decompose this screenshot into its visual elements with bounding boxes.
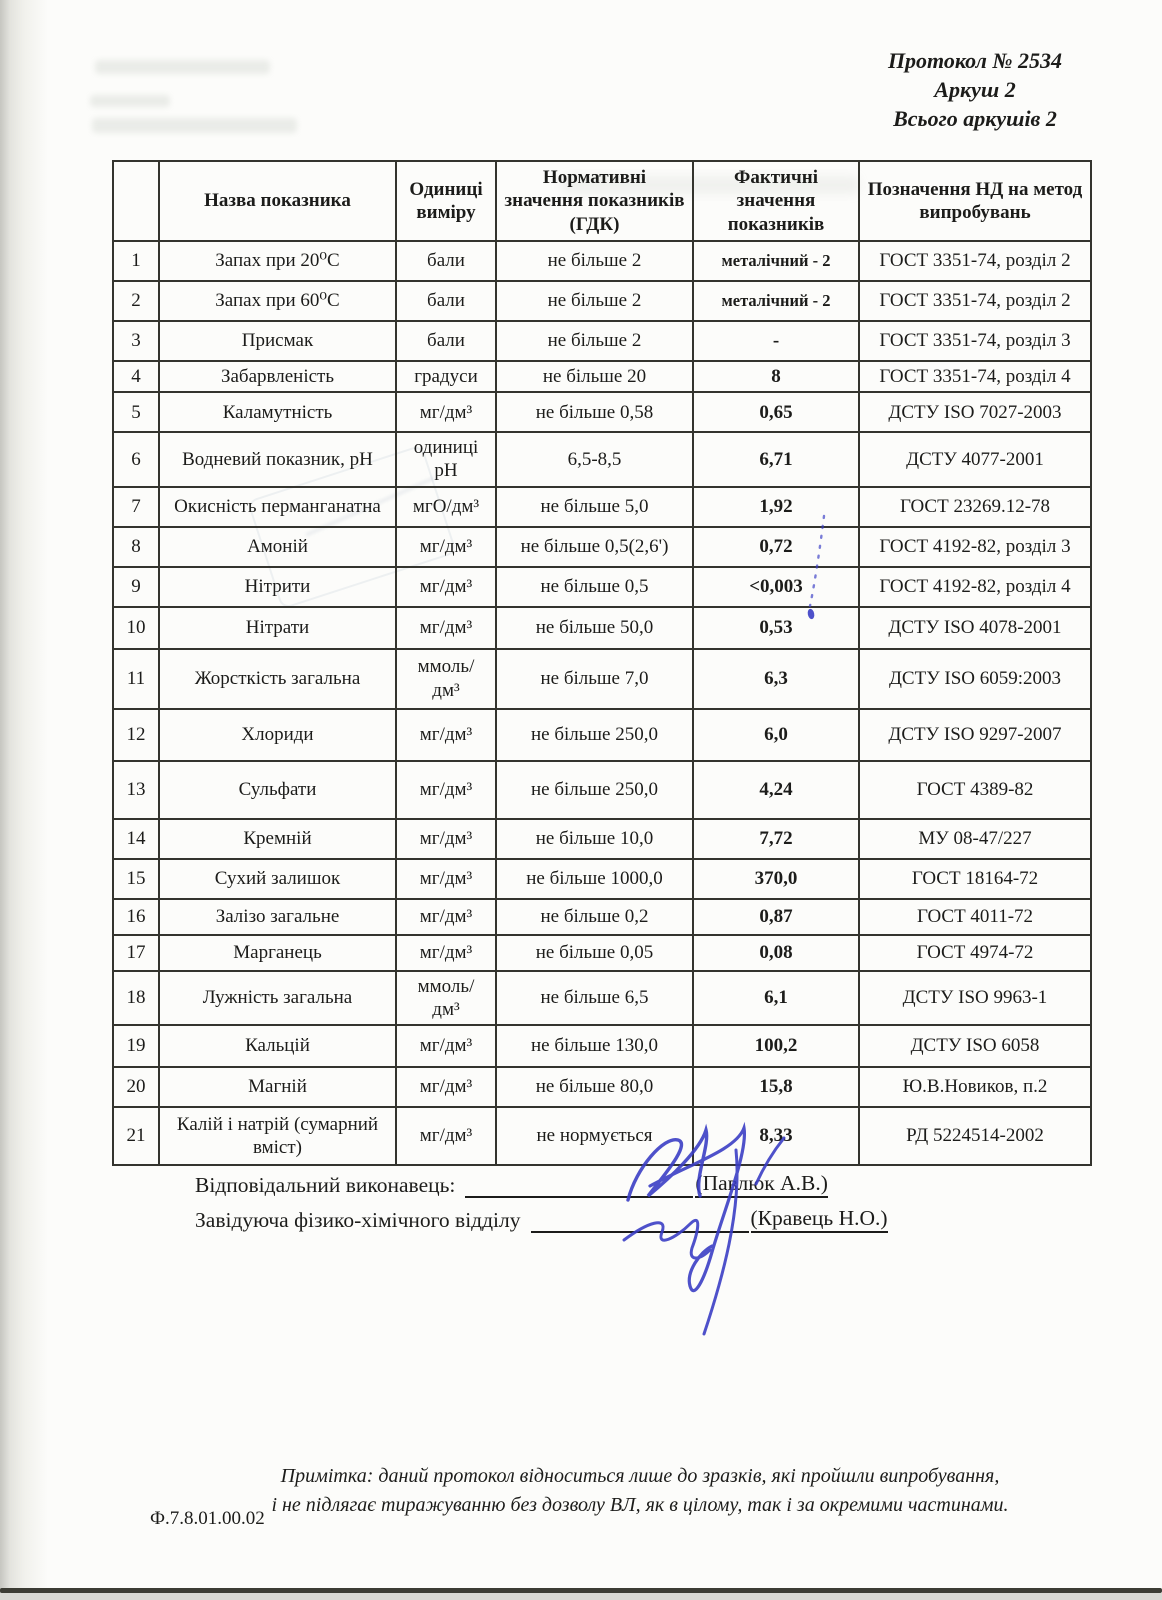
- table-row: [113, 1067, 1091, 1107]
- table-row: [113, 971, 1091, 1025]
- table-row: [113, 432, 1091, 486]
- unit-cell: мг/дм³: [396, 567, 496, 607]
- parameter-name-cell: Амоній: [159, 527, 396, 567]
- parameter-name-cell: Кремній: [159, 819, 396, 859]
- unit-cell: мг/дм³: [396, 935, 496, 971]
- row-number-cell: 21: [113, 1107, 159, 1165]
- parameter-name-cell: Сульфати: [159, 761, 396, 819]
- row-number-cell: 6: [113, 432, 159, 486]
- actual-value-cell: -: [693, 321, 859, 361]
- header-units: Одиниці виміру: [396, 161, 496, 241]
- header-parameter-name: Назва показника: [159, 161, 396, 241]
- unit-cell: мг/дм³: [396, 392, 496, 432]
- parameter-name-cell: Магній: [159, 1067, 396, 1107]
- row-number-cell: 5: [113, 392, 159, 432]
- scan-artifact: [90, 95, 170, 107]
- actual-value-cell: металічний - 2: [693, 281, 859, 321]
- sheet-number: Аркуш 2: [934, 77, 1016, 102]
- unit-cell: мг/дм³: [396, 859, 496, 899]
- signature-line: [531, 1205, 749, 1233]
- table-row: [113, 899, 1091, 935]
- method-standard-cell: ГОСТ 3351-74, розділ 3: [859, 321, 1091, 361]
- method-standard-cell: ДСТУ ISO 9963-1: [859, 971, 1091, 1025]
- unit-cell: мг/дм³: [396, 607, 496, 649]
- method-standard-cell: ДСТУ ISO 6058: [859, 1025, 1091, 1067]
- normative-value-cell: не більше 0,2: [496, 899, 693, 935]
- unit-cell: мг/дм³: [396, 709, 496, 761]
- actual-value-cell: металічний - 2: [693, 241, 859, 281]
- normative-value-cell: не більше 80,0: [496, 1067, 693, 1107]
- row-number-cell: 9: [113, 567, 159, 607]
- row-number-cell: 11: [113, 649, 159, 709]
- table-header: [113, 161, 1091, 241]
- row-number-cell: 18: [113, 971, 159, 1025]
- normative-value-cell: не більше 250,0: [496, 709, 693, 761]
- unit-cell: мг/дм³: [396, 819, 496, 859]
- parameter-name-cell: Нітрити: [159, 567, 396, 607]
- normative-value-cell: не більше 1000,0: [496, 859, 693, 899]
- actual-value-cell: 0,65: [693, 392, 859, 432]
- unit-cell: мг/дм³: [396, 527, 496, 567]
- total-sheets: Всього аркушів 2: [893, 106, 1057, 131]
- department-head-row: [195, 1205, 935, 1233]
- row-number-cell: 17: [113, 935, 159, 971]
- actual-value-cell: 6,0: [693, 709, 859, 761]
- method-standard-cell: ГОСТ 4192-82, розділ 3: [859, 527, 1091, 567]
- department-head-label: Завідуюча фізико-хімічного відділу: [195, 1208, 521, 1232]
- actual-value-cell: 15,8: [693, 1067, 859, 1107]
- scan-artifact: [95, 60, 270, 74]
- normative-value-cell: не більше 2: [496, 241, 693, 281]
- actual-value-cell: 0,08: [693, 935, 859, 971]
- unit-cell: мг/дм³: [396, 1107, 496, 1165]
- method-standard-cell: ГОСТ 4011-72: [859, 899, 1091, 935]
- actual-value-cell: 100,2: [693, 1025, 859, 1067]
- actual-value-cell: 7,72: [693, 819, 859, 859]
- parameter-name-cell: Залізо загальне: [159, 899, 396, 935]
- parameter-name-cell: Забарвленість: [159, 361, 396, 392]
- row-number-cell: 13: [113, 761, 159, 819]
- table-row: [113, 321, 1091, 361]
- normative-value-cell: не більше 50,0: [496, 607, 693, 649]
- row-number-cell: 10: [113, 607, 159, 649]
- method-standard-cell: ДСТУ ISO 9297-2007: [859, 709, 1091, 761]
- normative-value-cell: 6,5-8,5: [496, 432, 693, 486]
- unit-cell: градуси: [396, 361, 496, 392]
- normative-value-cell: не більше 2: [496, 281, 693, 321]
- row-number-cell: 16: [113, 899, 159, 935]
- signature-line: [465, 1170, 693, 1198]
- method-standard-cell: ГОСТ 3351-74, розділ 2: [859, 281, 1091, 321]
- unit-cell: мгО/дм³: [396, 487, 496, 527]
- parameter-name-cell: Жорсткість загальна: [159, 649, 396, 709]
- table-row: [113, 819, 1091, 859]
- table-row: [113, 859, 1091, 899]
- parameter-name-cell: Нітрати: [159, 607, 396, 649]
- document-header: [845, 46, 1105, 133]
- unit-cell: мг/дм³: [396, 761, 496, 819]
- table-row: [113, 935, 1091, 971]
- header-normative-values: Нормативні значення показників (ГДК): [496, 161, 693, 241]
- actual-value-cell: 6,1: [693, 971, 859, 1025]
- parameter-name-cell: Хлориди: [159, 709, 396, 761]
- normative-value-cell: не нормується: [496, 1107, 693, 1165]
- unit-cell: ммоль/ дм³: [396, 971, 496, 1025]
- unit-cell: ммоль/ дм³: [396, 649, 496, 709]
- table-row: [113, 281, 1091, 321]
- method-standard-cell: ГОСТ 23269.12-78: [859, 487, 1091, 527]
- header-method-standard: Позначення НД на метод випробувань: [859, 161, 1091, 241]
- header-row-number: [113, 161, 159, 241]
- method-standard-cell: ГОСТ 3351-74, розділ 4: [859, 361, 1091, 392]
- parameter-name-cell: Марганець: [159, 935, 396, 971]
- table-row: [113, 761, 1091, 819]
- parameter-name-cell: Присмак: [159, 321, 396, 361]
- table-row: [113, 607, 1091, 649]
- footer-note: [180, 1462, 1100, 1520]
- results-table-body: [113, 241, 1091, 1165]
- normative-value-cell: не більше 5,0: [496, 487, 693, 527]
- normative-value-cell: не більше 130,0: [496, 1025, 693, 1067]
- method-standard-cell: ГОСТ 3351-74, розділ 2: [859, 241, 1091, 281]
- header-actual-values: Фактичні значення показників: [693, 161, 859, 241]
- parameter-name-cell: Кальцій: [159, 1025, 396, 1067]
- parameter-name-cell: Водневий показник, рН: [159, 432, 396, 486]
- actual-value-cell: 370,0: [693, 859, 859, 899]
- actual-value-cell: 6,71: [693, 432, 859, 486]
- normative-value-cell: не більше 0,58: [496, 392, 693, 432]
- responsible-executor-label: Відповідальний виконавець:: [195, 1173, 456, 1197]
- note-line-1: Примітка: даний протокол відноситься лише до зразків, які пройшли випробування,: [280, 1465, 1000, 1487]
- normative-value-cell: не більше 10,0: [496, 819, 693, 859]
- form-code: Ф.7.8.01.00.02: [150, 1508, 265, 1529]
- actual-value-cell: 0,87: [693, 899, 859, 935]
- normative-value-cell: не більше 0,5(2,6'): [496, 527, 693, 567]
- method-standard-cell: ГОСТ 4192-82, розділ 4: [859, 567, 1091, 607]
- normative-value-cell: не більше 7,0: [496, 649, 693, 709]
- unit-cell: бали: [396, 321, 496, 361]
- parameter-name-cell: Лужність загальна: [159, 971, 396, 1025]
- normative-value-cell: не більше 2: [496, 321, 693, 361]
- scan-edge-shadow: [0, 0, 48, 1600]
- method-standard-cell: ДСТУ ISO 4078-2001: [859, 607, 1091, 649]
- executor-name: (Павлюк А.В.): [695, 1171, 828, 1198]
- row-number-cell: 15: [113, 859, 159, 899]
- parameter-name-cell: Каламутність: [159, 392, 396, 432]
- actual-value-cell: 8: [693, 361, 859, 392]
- protocol-number: Протокол № 2534: [887, 48, 1063, 73]
- scan-bottom-strip: [0, 1593, 1162, 1600]
- unit-cell: мг/дм³: [396, 899, 496, 935]
- row-number-cell: 20: [113, 1067, 159, 1107]
- method-standard-cell: ДСТУ 4077-2001: [859, 432, 1091, 486]
- actual-value-cell: 1,92: [693, 487, 859, 527]
- method-standard-cell: РД 5224514-2002: [859, 1107, 1091, 1165]
- table-row: [113, 527, 1091, 567]
- method-standard-cell: ДСТУ ISO 7027-2003: [859, 392, 1091, 432]
- table-row: [113, 1107, 1091, 1165]
- table-row: [113, 392, 1091, 432]
- unit-cell: бали: [396, 241, 496, 281]
- method-standard-cell: Ю.В.Новиков, п.2: [859, 1067, 1091, 1107]
- table-row: [113, 241, 1091, 281]
- actual-value-cell: 6,3: [693, 649, 859, 709]
- actual-value-cell: 0,72: [693, 527, 859, 567]
- method-standard-cell: ГОСТ 4389-82: [859, 761, 1091, 819]
- row-number-cell: 3: [113, 321, 159, 361]
- method-standard-cell: ГОСТ 18164-72: [859, 859, 1091, 899]
- table-row: [113, 487, 1091, 527]
- row-number-cell: 7: [113, 487, 159, 527]
- method-standard-cell: ДСТУ ISO 6059:2003: [859, 649, 1091, 709]
- normative-value-cell: не більше 0,5: [496, 567, 693, 607]
- normative-value-cell: не більше 20: [496, 361, 693, 392]
- parameter-name-cell: Окисність перманганатна: [159, 487, 396, 527]
- table-row: [113, 361, 1091, 392]
- parameter-name-cell: Запах при 20⁰С: [159, 241, 396, 281]
- signature-block: [195, 1170, 935, 1240]
- table-row: [113, 1025, 1091, 1067]
- row-number-cell: 12: [113, 709, 159, 761]
- unit-cell: бали: [396, 281, 496, 321]
- scan-artifact: [92, 118, 297, 133]
- table-row: [113, 567, 1091, 607]
- unit-cell: одиниці рН: [396, 432, 496, 486]
- responsible-executor-row: [195, 1170, 935, 1198]
- unit-cell: мг/дм³: [396, 1067, 496, 1107]
- actual-value-cell: 0,53: [693, 607, 859, 649]
- row-number-cell: 14: [113, 819, 159, 859]
- normative-value-cell: не більше 250,0: [496, 761, 693, 819]
- row-number-cell: 1: [113, 241, 159, 281]
- parameter-name-cell: Сухий залишок: [159, 859, 396, 899]
- row-number-cell: 4: [113, 361, 159, 392]
- row-number-cell: 2: [113, 281, 159, 321]
- actual-value-cell: 4,24: [693, 761, 859, 819]
- table-header-row: [113, 161, 1091, 241]
- actual-value-cell: 8,33: [693, 1107, 859, 1165]
- head-name: (Кравець Н.О.): [751, 1206, 888, 1233]
- normative-value-cell: не більше 0,05: [496, 935, 693, 971]
- actual-value-cell: <0,003: [693, 567, 859, 607]
- normative-value-cell: не більше 6,5: [496, 971, 693, 1025]
- parameter-name-cell: Запах при 60⁰С: [159, 281, 396, 321]
- row-number-cell: 19: [113, 1025, 159, 1067]
- parameter-name-cell: Калій і натрій (сумарний вміст): [159, 1107, 396, 1165]
- table-row: [113, 709, 1091, 761]
- unit-cell: мг/дм³: [396, 1025, 496, 1067]
- table-row: [113, 649, 1091, 709]
- row-number-cell: 8: [113, 527, 159, 567]
- method-standard-cell: МУ 08-47/227: [859, 819, 1091, 859]
- note-line-2: і не підлягає тиражуванню без дозволу ВЛ, як в цілому, так і за окремими частинами.: [271, 1494, 1009, 1516]
- test-results-table: [112, 160, 1092, 1166]
- method-standard-cell: ГОСТ 4974-72: [859, 935, 1091, 971]
